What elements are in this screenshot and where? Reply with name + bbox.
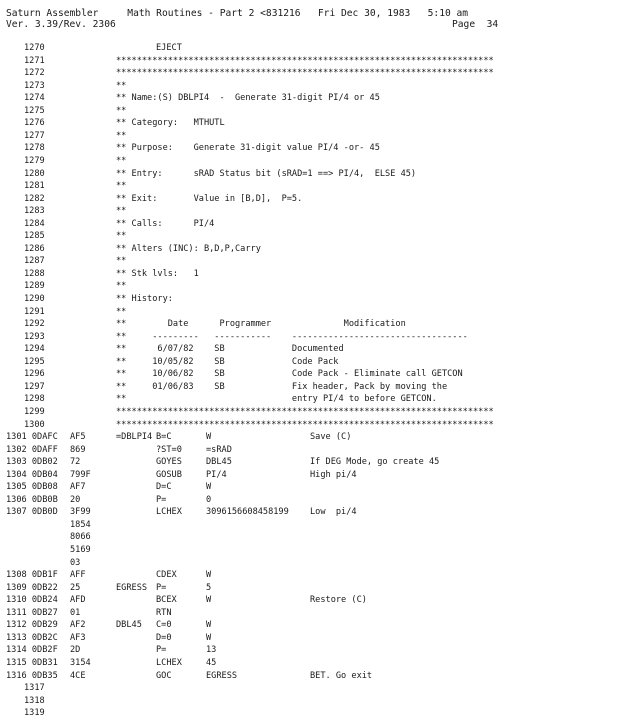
listing-object-code: 8066 [70, 532, 91, 543]
listing-comment: Save (C) [310, 432, 352, 443]
listing-opcode: D=C [156, 482, 172, 493]
listing-line-number: 1319 [24, 708, 45, 719]
listing-line [0, 368, 640, 381]
listing-comment: If DEG Mode, go create 45 [310, 457, 440, 468]
listing-line [0, 230, 640, 243]
listing-line [0, 393, 640, 406]
listing-opcode: EJECT [156, 43, 182, 53]
listing-comment-text: ************************************************************************* [116, 68, 494, 79]
listing-object-code: AFF [70, 570, 86, 581]
listing-opcode: RTN [156, 607, 172, 618]
listing-line-number: 1294 [24, 344, 45, 355]
listing-comment-text: ** [116, 181, 127, 192]
listing-line [0, 180, 640, 193]
listing-line-number: 1318 [24, 695, 45, 706]
listing-line-number: 1286 [24, 243, 45, 254]
listing-operand: 13 [206, 645, 217, 656]
listing-line-number: 1317 [24, 683, 45, 694]
listing-object-code: 4CE [70, 670, 86, 681]
listing-line [0, 444, 640, 457]
listing-comment-text: ** [116, 256, 127, 267]
listing-address: 1313 0DB2C [6, 632, 58, 643]
listing-object-code: AF2 [70, 620, 86, 631]
listing-line-number: 1274 [24, 93, 45, 104]
listing-line [0, 55, 640, 68]
listing-object-code: 3154 [70, 657, 91, 668]
listing-comment-text: ** [116, 80, 127, 91]
listing-line [0, 255, 640, 268]
listing-line [0, 519, 640, 532]
listing-address: 1311 0DB27 [6, 607, 58, 618]
listing-comment-text: ** [116, 206, 127, 217]
listing-line-number: 1272 [24, 68, 45, 79]
listing-line-number: 1291 [24, 306, 45, 317]
listing-operand: PI/4 [206, 469, 227, 480]
listing-comment-text: ** [116, 105, 127, 116]
listing-address: 1314 0DB2F [6, 645, 58, 656]
listing-comment-text: ** Entry: sRAD Status bit (sRAD=1 ==> PI/4, ELSE 45) [116, 168, 417, 179]
listing-opcode: P= [156, 645, 167, 656]
listing-line [0, 168, 640, 181]
listing-comment-text: ************************************************************************* [116, 406, 494, 417]
listing-object-code: 72 [70, 457, 81, 468]
listing-line [0, 469, 640, 482]
listing-line [0, 193, 640, 206]
listing-label: =DBLPI4 [116, 432, 153, 443]
listing-line [0, 632, 640, 645]
listing-line-number: 1293 [24, 331, 45, 342]
listing-comment-text: ** 01/06/83 SB Fix header, Pack by moving the [116, 381, 448, 392]
listing-line [0, 331, 640, 344]
listing-object-code: 2D [70, 645, 81, 656]
listing-line [0, 406, 640, 419]
listing-line-number: 1278 [24, 143, 45, 154]
listing-line [0, 419, 640, 432]
page-header-line1: Saturn Assembler Math Routines - Part 2 <831216 Fri Dec 30, 1983 5:10 am [6, 8, 469, 19]
listing-operand: DBL45 [206, 457, 232, 468]
listing-comment-text: ** Alters (INC): B,D,P,Carry [116, 243, 261, 254]
listing-line [0, 619, 640, 632]
listing-operand: W [206, 595, 212, 606]
listing-object-code: AF5 [70, 432, 86, 443]
listing-opcode: CDEX [156, 570, 177, 581]
listing-comment: Low pi/4 [310, 507, 357, 518]
listing-line [0, 42, 640, 55]
listing-operand: =sRAD [206, 444, 232, 455]
listing-operand: 3096156608458199 [206, 507, 289, 518]
listing-address: 1301 0DAFC [6, 432, 58, 443]
listing-label: DBL45 [116, 620, 142, 631]
listing-line-number: 1290 [24, 294, 45, 304]
listing-comment-text: ** Category: MTHUTL [116, 118, 225, 129]
listing-line-number: 1295 [24, 356, 45, 367]
listing-comment-text: ** entry PI/4 to before GETCON. [116, 394, 437, 405]
listing-address: 1304 0DB04 [6, 469, 58, 480]
listing-opcode: C=0 [156, 620, 172, 631]
listing-label: EGRESS [116, 582, 148, 593]
listing-line [0, 105, 640, 118]
listing-address: 1308 0DB1F [6, 570, 58, 581]
listing-line-number: 1282 [24, 193, 45, 204]
listing-line [0, 318, 640, 331]
listing-address: 1306 0DB0B [6, 494, 58, 505]
listing-line [0, 456, 640, 469]
listing-line-number: 1271 [24, 55, 45, 66]
listing-address: 1310 0DB24 [6, 595, 58, 606]
listing-line-number: 1297 [24, 381, 45, 392]
page-header-version: Ver. 3.39/Rev. 2306 [6, 19, 116, 30]
listing-line [0, 569, 640, 582]
listing-comment-text: ** Exit: Value in [B,D], P=5. [116, 193, 303, 204]
listing-line [0, 557, 640, 570]
listing-line-number: 1287 [24, 256, 45, 267]
listing-address: 1302 0DAFF [6, 444, 58, 455]
listing-line [0, 268, 640, 281]
listing-comment-text: ** Calls: PI/4 [116, 218, 215, 229]
listing-object-code: 5169 [70, 545, 91, 555]
listing-object-code: AFD [70, 595, 86, 606]
listing-line [0, 431, 640, 444]
listing-comment-text: ** 10/06/82 SB Code Pack - Eliminate call GETCON [116, 369, 463, 380]
listing-comment-text: ** Purpose: Generate 31-digit value PI/4 -or- 45 [116, 143, 380, 154]
listing-opcode: GOYES [156, 457, 182, 468]
listing-operand: 0 [206, 494, 212, 505]
listing-opcode: D=0 [156, 632, 172, 643]
listing-comment: High pi/4 [310, 469, 357, 480]
listing-comment-text: ** Name:(S) DBLPI4 - Generate 31-digit PI/4 or 45 [116, 93, 380, 104]
listing-line [0, 356, 640, 369]
listing-line [0, 707, 640, 720]
listing-line [0, 117, 640, 130]
listing-opcode: GOSUB [156, 469, 182, 480]
listing-comment-text: ** [116, 281, 127, 292]
listing-line [0, 293, 640, 306]
listing-line [0, 607, 640, 620]
listing-opcode: P= [156, 494, 167, 505]
listing-line-number: 1276 [24, 118, 45, 129]
listing-line [0, 343, 640, 356]
listing-opcode: LCHEX [156, 507, 182, 518]
listing-line [0, 92, 640, 105]
listing-line [0, 506, 640, 519]
listing-line-number: 1283 [24, 206, 45, 217]
listing-line [0, 243, 640, 256]
listing-comment-text: ** 6/07/82 SB Documented [116, 344, 344, 355]
listing-operand: 5 [206, 582, 212, 593]
listing-line [0, 544, 640, 557]
listing-line [0, 142, 640, 155]
listing-object-code: 01 [70, 607, 81, 618]
listing-line-number: 1298 [24, 394, 45, 405]
listing-opcode: B=C [156, 432, 172, 443]
listing-line-number: 1288 [24, 268, 45, 279]
listing-comment-text: ** Date Programmer Modification [116, 319, 406, 330]
listing-comment: BET. Go exit [310, 670, 373, 681]
listing-line [0, 280, 640, 293]
listing-address: 1312 0DB29 [6, 620, 58, 631]
listing-address: 1315 0DB31 [6, 657, 58, 668]
listing-comment-text: ** [116, 231, 127, 242]
listing-comment-text: ** [116, 306, 127, 317]
listing-line [0, 481, 640, 494]
listing-line [0, 130, 640, 143]
listing-line-number: 1289 [24, 281, 45, 292]
listing-comment-text: ** --------- ----------- ---------------------------------- [116, 331, 468, 342]
listing-operand: 45 [206, 657, 217, 668]
listing-operand: W [206, 620, 212, 631]
listing-line-number: 1273 [24, 80, 45, 91]
listing-operand: W [206, 632, 212, 643]
listing-opcode: BCEX [156, 595, 177, 606]
listing-line [0, 682, 640, 695]
listing-line [0, 582, 640, 595]
listing-opcode: ?ST=0 [156, 444, 182, 455]
listing-line [0, 67, 640, 80]
listing-line-number: 1275 [24, 105, 45, 116]
listing-object-code: 869 [70, 444, 86, 455]
listing-opcode: P= [156, 582, 167, 593]
listing-line-number: 1292 [24, 319, 45, 330]
page-number: Page 34 [452, 19, 499, 30]
listing-address: 1305 0DB08 [6, 482, 58, 493]
listing-line [0, 657, 640, 670]
listing-comment-text: ************************************************************************* [116, 419, 494, 430]
listing-operand: W [206, 432, 212, 443]
listing-line [0, 205, 640, 218]
listing-line-number: 1280 [24, 168, 45, 179]
listing-line [0, 531, 640, 544]
listing-line [0, 594, 640, 607]
listing-line-number: 1270 [24, 43, 45, 53]
listing-operand: W [206, 570, 212, 581]
listing-object-code: 3F99 [70, 507, 91, 518]
listing-comment-text: ** 10/05/82 SB Code Pack [116, 356, 339, 367]
listing-opcode: GOC [156, 670, 172, 681]
listing-comment: Restore (C) [310, 595, 367, 606]
listing-object-code: 20 [70, 494, 81, 505]
listing-operand: EGRESS [206, 670, 238, 681]
listing-line [0, 494, 640, 507]
listing-object-code: AF3 [70, 632, 86, 643]
listing-line [0, 155, 640, 168]
listing-comment-text: ************************************************************************* [116, 55, 494, 66]
listing-line [0, 644, 640, 657]
listing-line [0, 306, 640, 319]
listing-object-code: 1854 [70, 519, 91, 530]
listing-comment-text: ** [116, 155, 127, 166]
listing-address: 1303 0DB02 [6, 457, 58, 468]
listing-line-number: 1277 [24, 130, 45, 141]
listing-line [0, 218, 640, 231]
listing-comment-text: ** History: [116, 294, 173, 304]
listing-opcode: LCHEX [156, 657, 182, 668]
listing-address: 1309 0DB22 [6, 582, 58, 593]
listing-address: 1307 0DB0D [6, 507, 58, 518]
listing-address: 1316 0DB35 [6, 670, 58, 681]
listing-object-code: AF7 [70, 482, 86, 493]
listing-line [0, 670, 640, 683]
listing-line-number: 1299 [24, 406, 45, 417]
listing-operand: W [206, 482, 212, 493]
listing-line-number: 1281 [24, 181, 45, 192]
listing-object-code: 25 [70, 582, 81, 593]
listing-line [0, 80, 640, 93]
listing-object-code: 799F [70, 469, 91, 480]
listing-line-number: 1296 [24, 369, 45, 380]
listing-line [0, 695, 640, 708]
listing-line-number: 1284 [24, 218, 45, 229]
listing-line-number: 1279 [24, 155, 45, 166]
listing-line [0, 381, 640, 394]
listing-line-number: 1285 [24, 231, 45, 242]
listing-comment-text: ** Stk lvls: 1 [116, 268, 199, 279]
listing-object-code: 03 [70, 557, 81, 568]
listing-comment-text: ** [116, 130, 127, 141]
listing-line-number: 1300 [24, 419, 45, 430]
